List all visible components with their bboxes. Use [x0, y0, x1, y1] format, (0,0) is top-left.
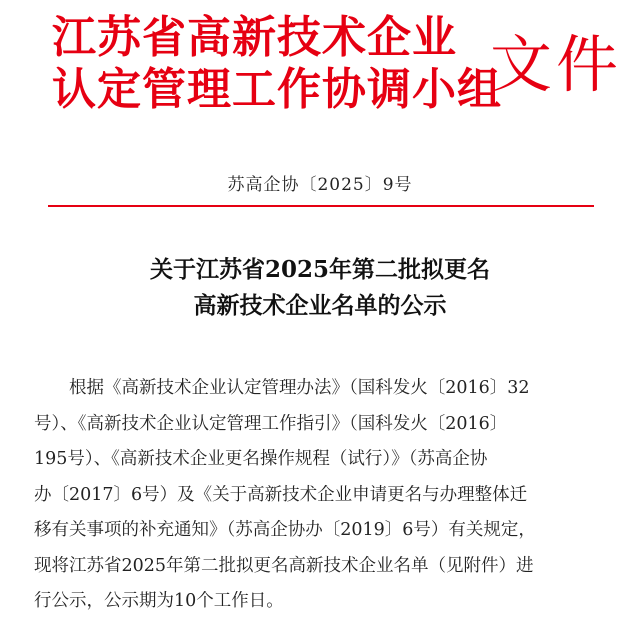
document-title — [0, 252, 640, 324]
issuer-name — [52, 12, 502, 116]
document-type-label: 文件 — [490, 28, 623, 101]
issuer-name-line-1: 江苏省高新技术企业 — [52, 12, 457, 63]
body-line: 195号）、《高新技术企业更名操作规程（试行）》（苏高企协 — [34, 449, 488, 469]
body-line: 行公示，公示期为10个工作日。 — [34, 591, 284, 611]
document-number: 苏高企协〔2025〕9号 — [227, 175, 413, 195]
issuer-name-line-2: 认定管理工作协调小组 — [52, 64, 502, 115]
red-divider-line — [48, 205, 594, 207]
body-line: 根据《高新技术企业认定管理办法》（国科发火〔2016〕32 — [69, 378, 530, 398]
title-line-2: 高新技术企业名单的公示 — [193, 292, 447, 319]
title-line-1: 关于江苏省2025年第二批拟更名 — [149, 256, 490, 283]
body-line: 号）、《高新技术企业认定管理工作指引》（国科发火〔2016〕 — [34, 413, 508, 434]
body-line: 办〔2017〕6号）及《关于高新技术企业申请更名与办理整体迁 — [34, 484, 528, 505]
body-line: 移有关事项的补充通知》（苏高企协办〔2019〕6号）有关规定， — [34, 520, 536, 540]
body-paragraph — [34, 371, 602, 620]
body-line: 现将江苏省2025年第二批拟更名高新技术企业名单（见附件）进 — [34, 555, 534, 576]
